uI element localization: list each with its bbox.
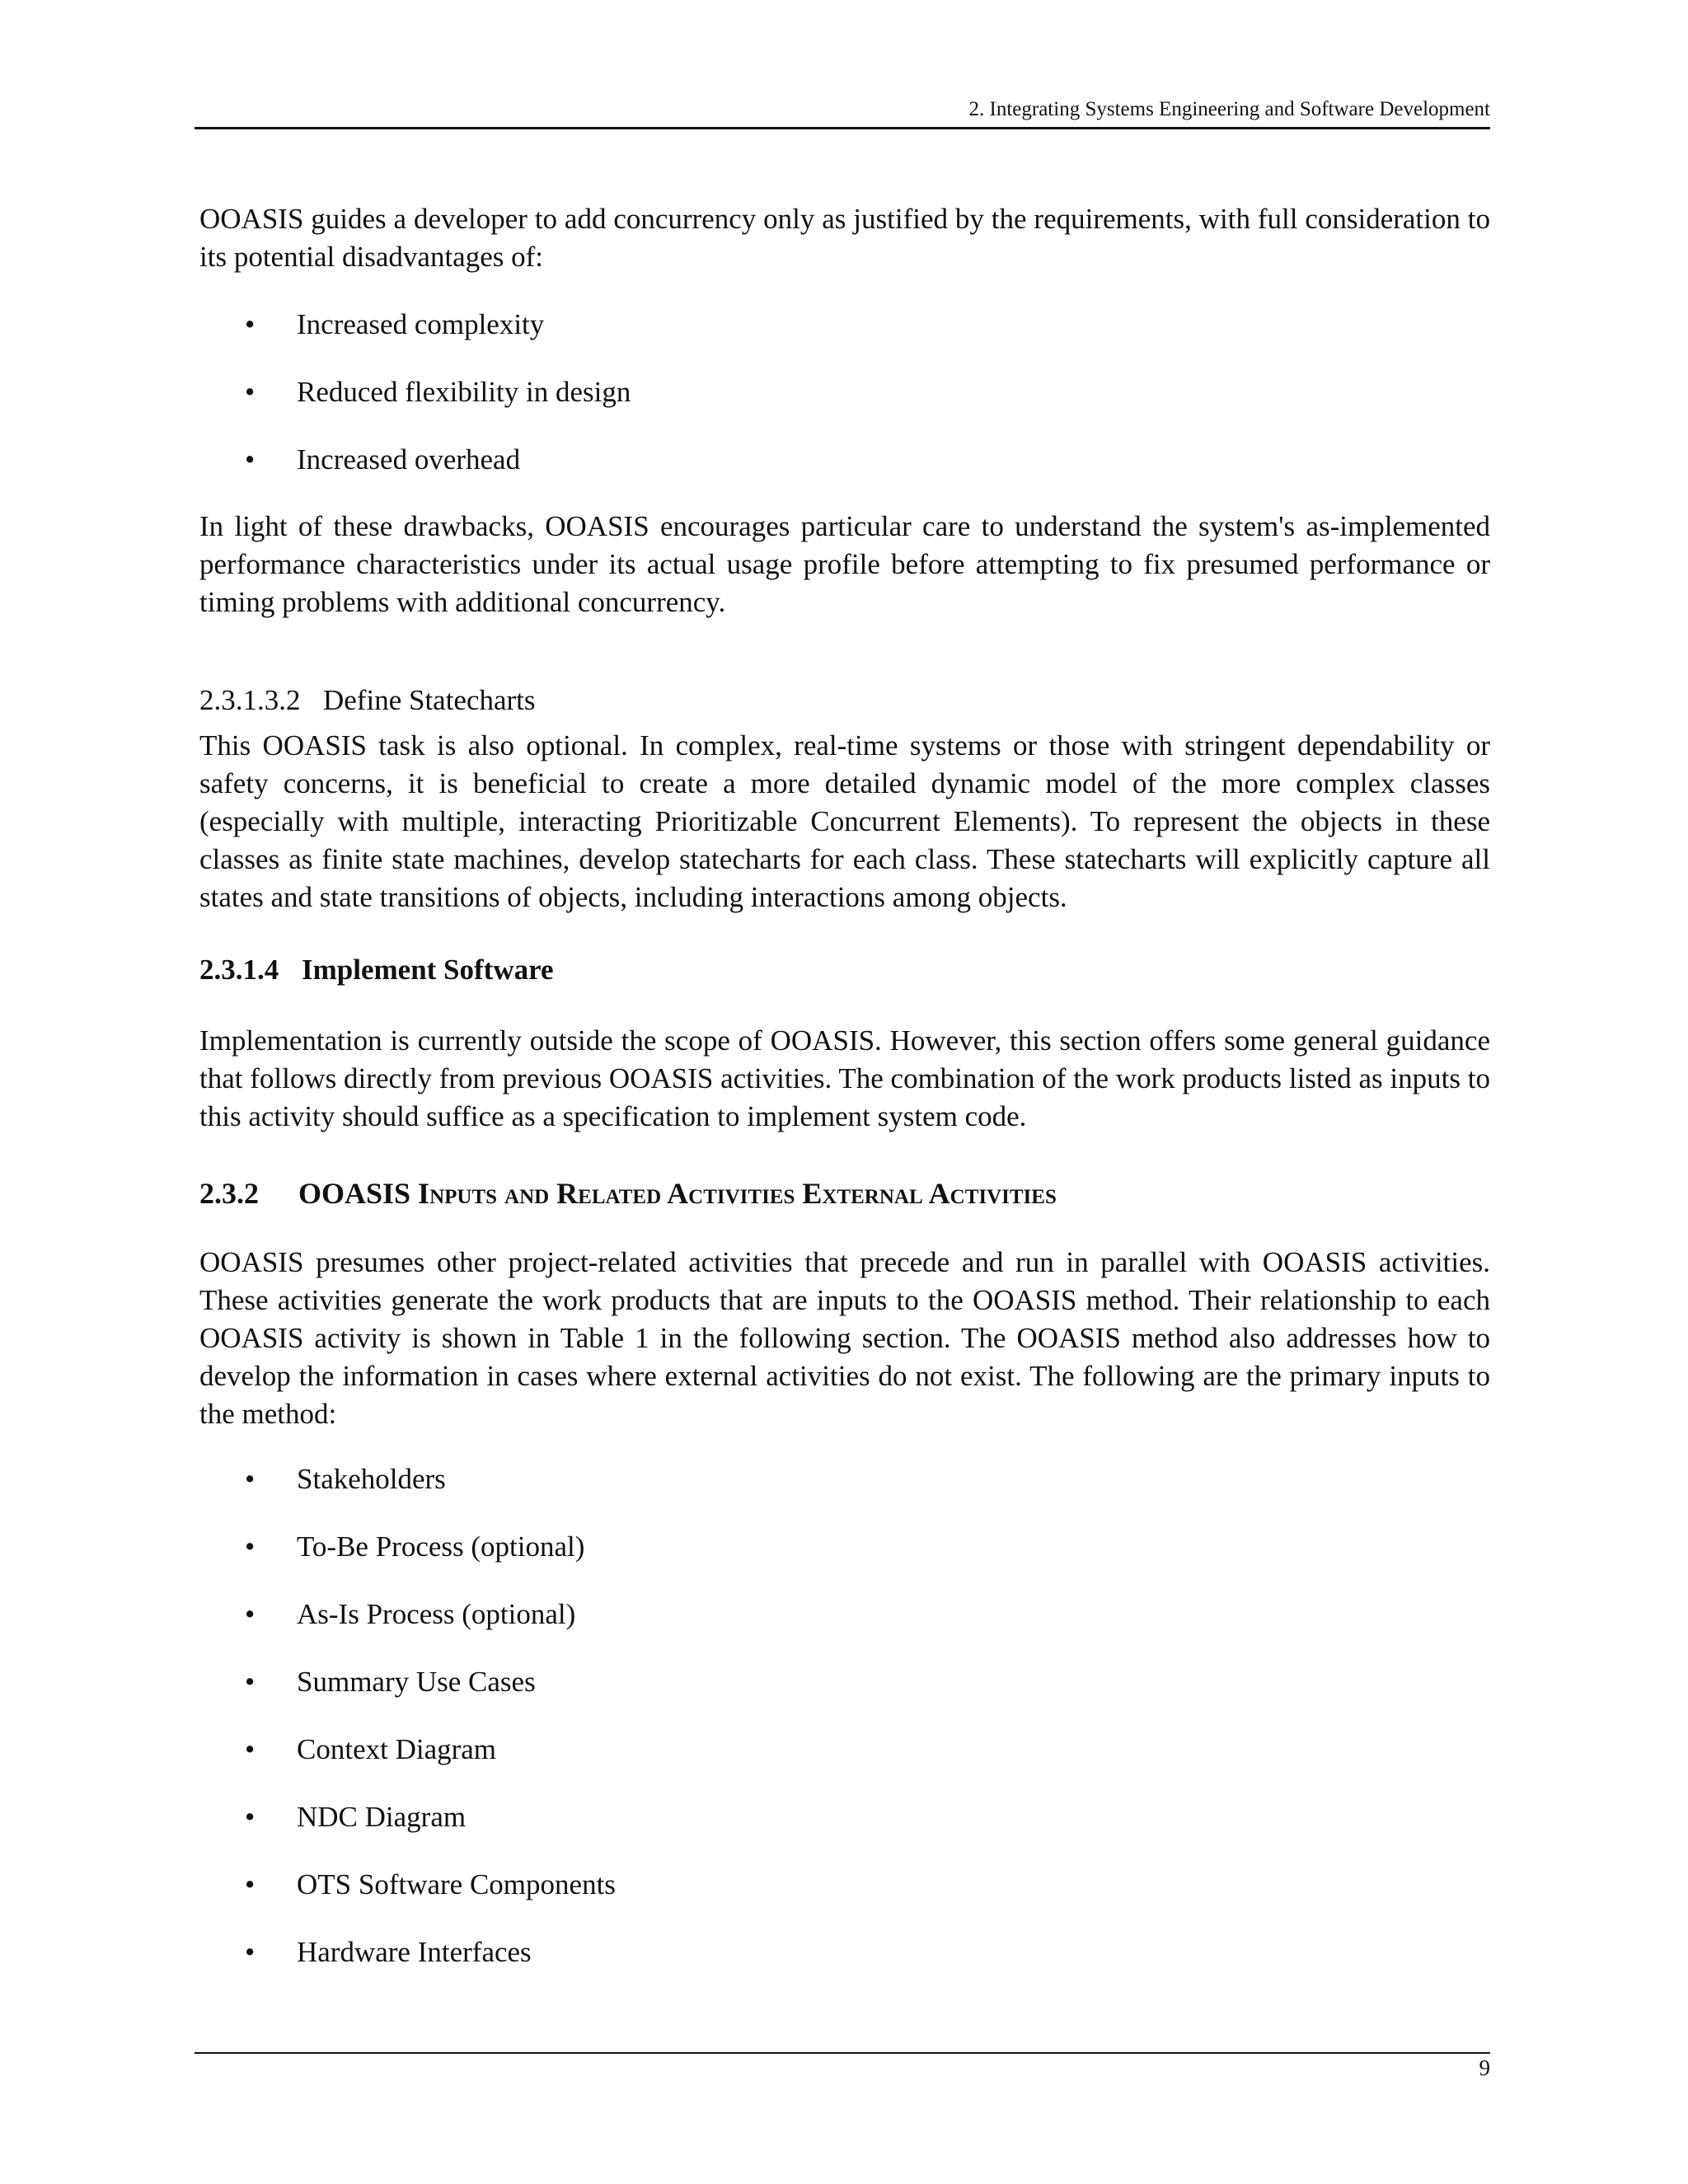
page-number: 9 bbox=[1479, 2055, 1490, 2080]
inputs-section-heading bbox=[199, 1174, 1057, 1219]
bullet-icon: • bbox=[245, 1936, 256, 1968]
bullet-icon: • bbox=[245, 1598, 256, 1630]
bullet-icon: • bbox=[245, 1868, 256, 1900]
bullet-icon: • bbox=[245, 443, 256, 476]
statecharts-heading bbox=[199, 682, 536, 719]
statecharts-number: 2.3.1.3.2 bbox=[199, 684, 301, 716]
inputs-section-number: 2.3.2 bbox=[199, 1177, 259, 1210]
statecharts-title: Define Statecharts bbox=[323, 684, 536, 716]
bullet-icon: • bbox=[245, 1666, 256, 1698]
bullet-icon: • bbox=[245, 1530, 256, 1563]
implement-number: 2.3.1.4 bbox=[199, 954, 279, 986]
inputs-paragraph: OOASIS presumes other project-related activities that precede and run in parallel with OOASIS activities. These activities generate the work products that are inputs to the OOASIS method. Their relationship to each OOASIS activity is shown in Table 1 in the following section. The OOASIS method also addresses how to develop the information in cases where external activities do not exist. The following are the primary inputs to the method: bbox=[199, 1246, 1490, 1430]
bullet-icon: • bbox=[245, 376, 256, 408]
bullet-icon: • bbox=[245, 308, 256, 340]
running-header: 2. Integrating Systems Engineering and Software Development bbox=[968, 98, 1490, 120]
document-page: 2. Integrating Systems Engineering and Software Development OOASIS guides a developer to add concurrency only as justified by the requirements, with full consideration to its potential disadvantages of: • Increased complexity • Reduced flexibility in design • Increased overhead In light of these drawbacks, OOASIS encourages particular care to understand the system's as-implemented performance characteristics under its actual usage profile before attempting to fix presumed performance or timing problems with additional concurrency. 2.3.1.3.2 Define Statecharts This OOASIS task is also optional. In complex, real-time systems or those with stringent dependability or safety concerns, it is beneficial to create a more detailed dynamic model of the more complex classes (especially with multiple, interacting Prioritizable Concurrent Elements). To represent the objects in these classes as finite state machines, develop statecharts for each class. These statecharts will explicitly capture all states and state transitions of objects, including interactions among objects. 2.3.1.4 Implement Software Implementation is currently outside the scope of OOASIS. However, this section offers some general guidance that follows directly from previous OOASIS activities. The combination of the work products listed as inputs to this activity should suffice as a specification to implement system code. 2.3.2 OOASIS Inputs and Related Activities External Activities OOASIS presumes other project-related activities that precede and run in parallel with OOASIS activities. These activities generate the work products that are inputs to the OOASIS method. Their relationship to each OOASIS activity is shown in Table 1 in the following section. The OOASIS method also addresses how to develop the information in cases where external activities do not exist. The following are the primary inputs to the method: • Stakeholders • To-Be Process (optional) • As-Is Process (optional) • Summary Use Cases • Context Diagram • NDC Diagram • OTS Software Components • Hardware Interfaces 9 bbox=[0, 0, 1688, 2184]
implement-title: Implement Software bbox=[302, 954, 554, 986]
bullet-icon: • bbox=[245, 1801, 256, 1833]
bullet-icon: • bbox=[245, 1733, 256, 1765]
implement-paragraph: Implementation is currently outside the scope of OOASIS. However, this section offers some general guidance that follows directly from previous OOASIS activities. The combination of the work products listed as inputs to this activity should suffice as a specification to implement system code. bbox=[199, 1024, 1490, 1132]
header-rule bbox=[195, 127, 1490, 129]
bullet-icon: • bbox=[245, 1463, 256, 1495]
inputs-section-title: OOASIS Inputs and Related Activities External Activities bbox=[298, 1177, 1057, 1210]
implement-heading bbox=[199, 951, 554, 989]
intro-paragraph: OOASIS guides a developer to add concurrency only as justified by the requirements, with full consideration to its potential disadvantages of: bbox=[199, 203, 1490, 273]
statecharts-paragraph: This OOASIS task is also optional. In complex, real-time systems or those with stringent dependability or safety concerns, it is beneficial to create a more detailed dynamic model of the more complex classes (especially with multiple, interacting Prioritizable Concurrent Elements). To represent the objects in these classes as finite state machines, develop statecharts for each class. These statecharts will explicitly capture all states and state transitions of objects, including interactions among objects. bbox=[199, 729, 1490, 913]
footer-rule bbox=[195, 2052, 1490, 2054]
drawbacks-paragraph: In light of these drawbacks, OOASIS encourages particular care to understand the system's as-implemented performance characteristics under its actual usage profile before attempting to fix presumed performance or timing problems with additional concurrency. bbox=[199, 510, 1490, 618]
